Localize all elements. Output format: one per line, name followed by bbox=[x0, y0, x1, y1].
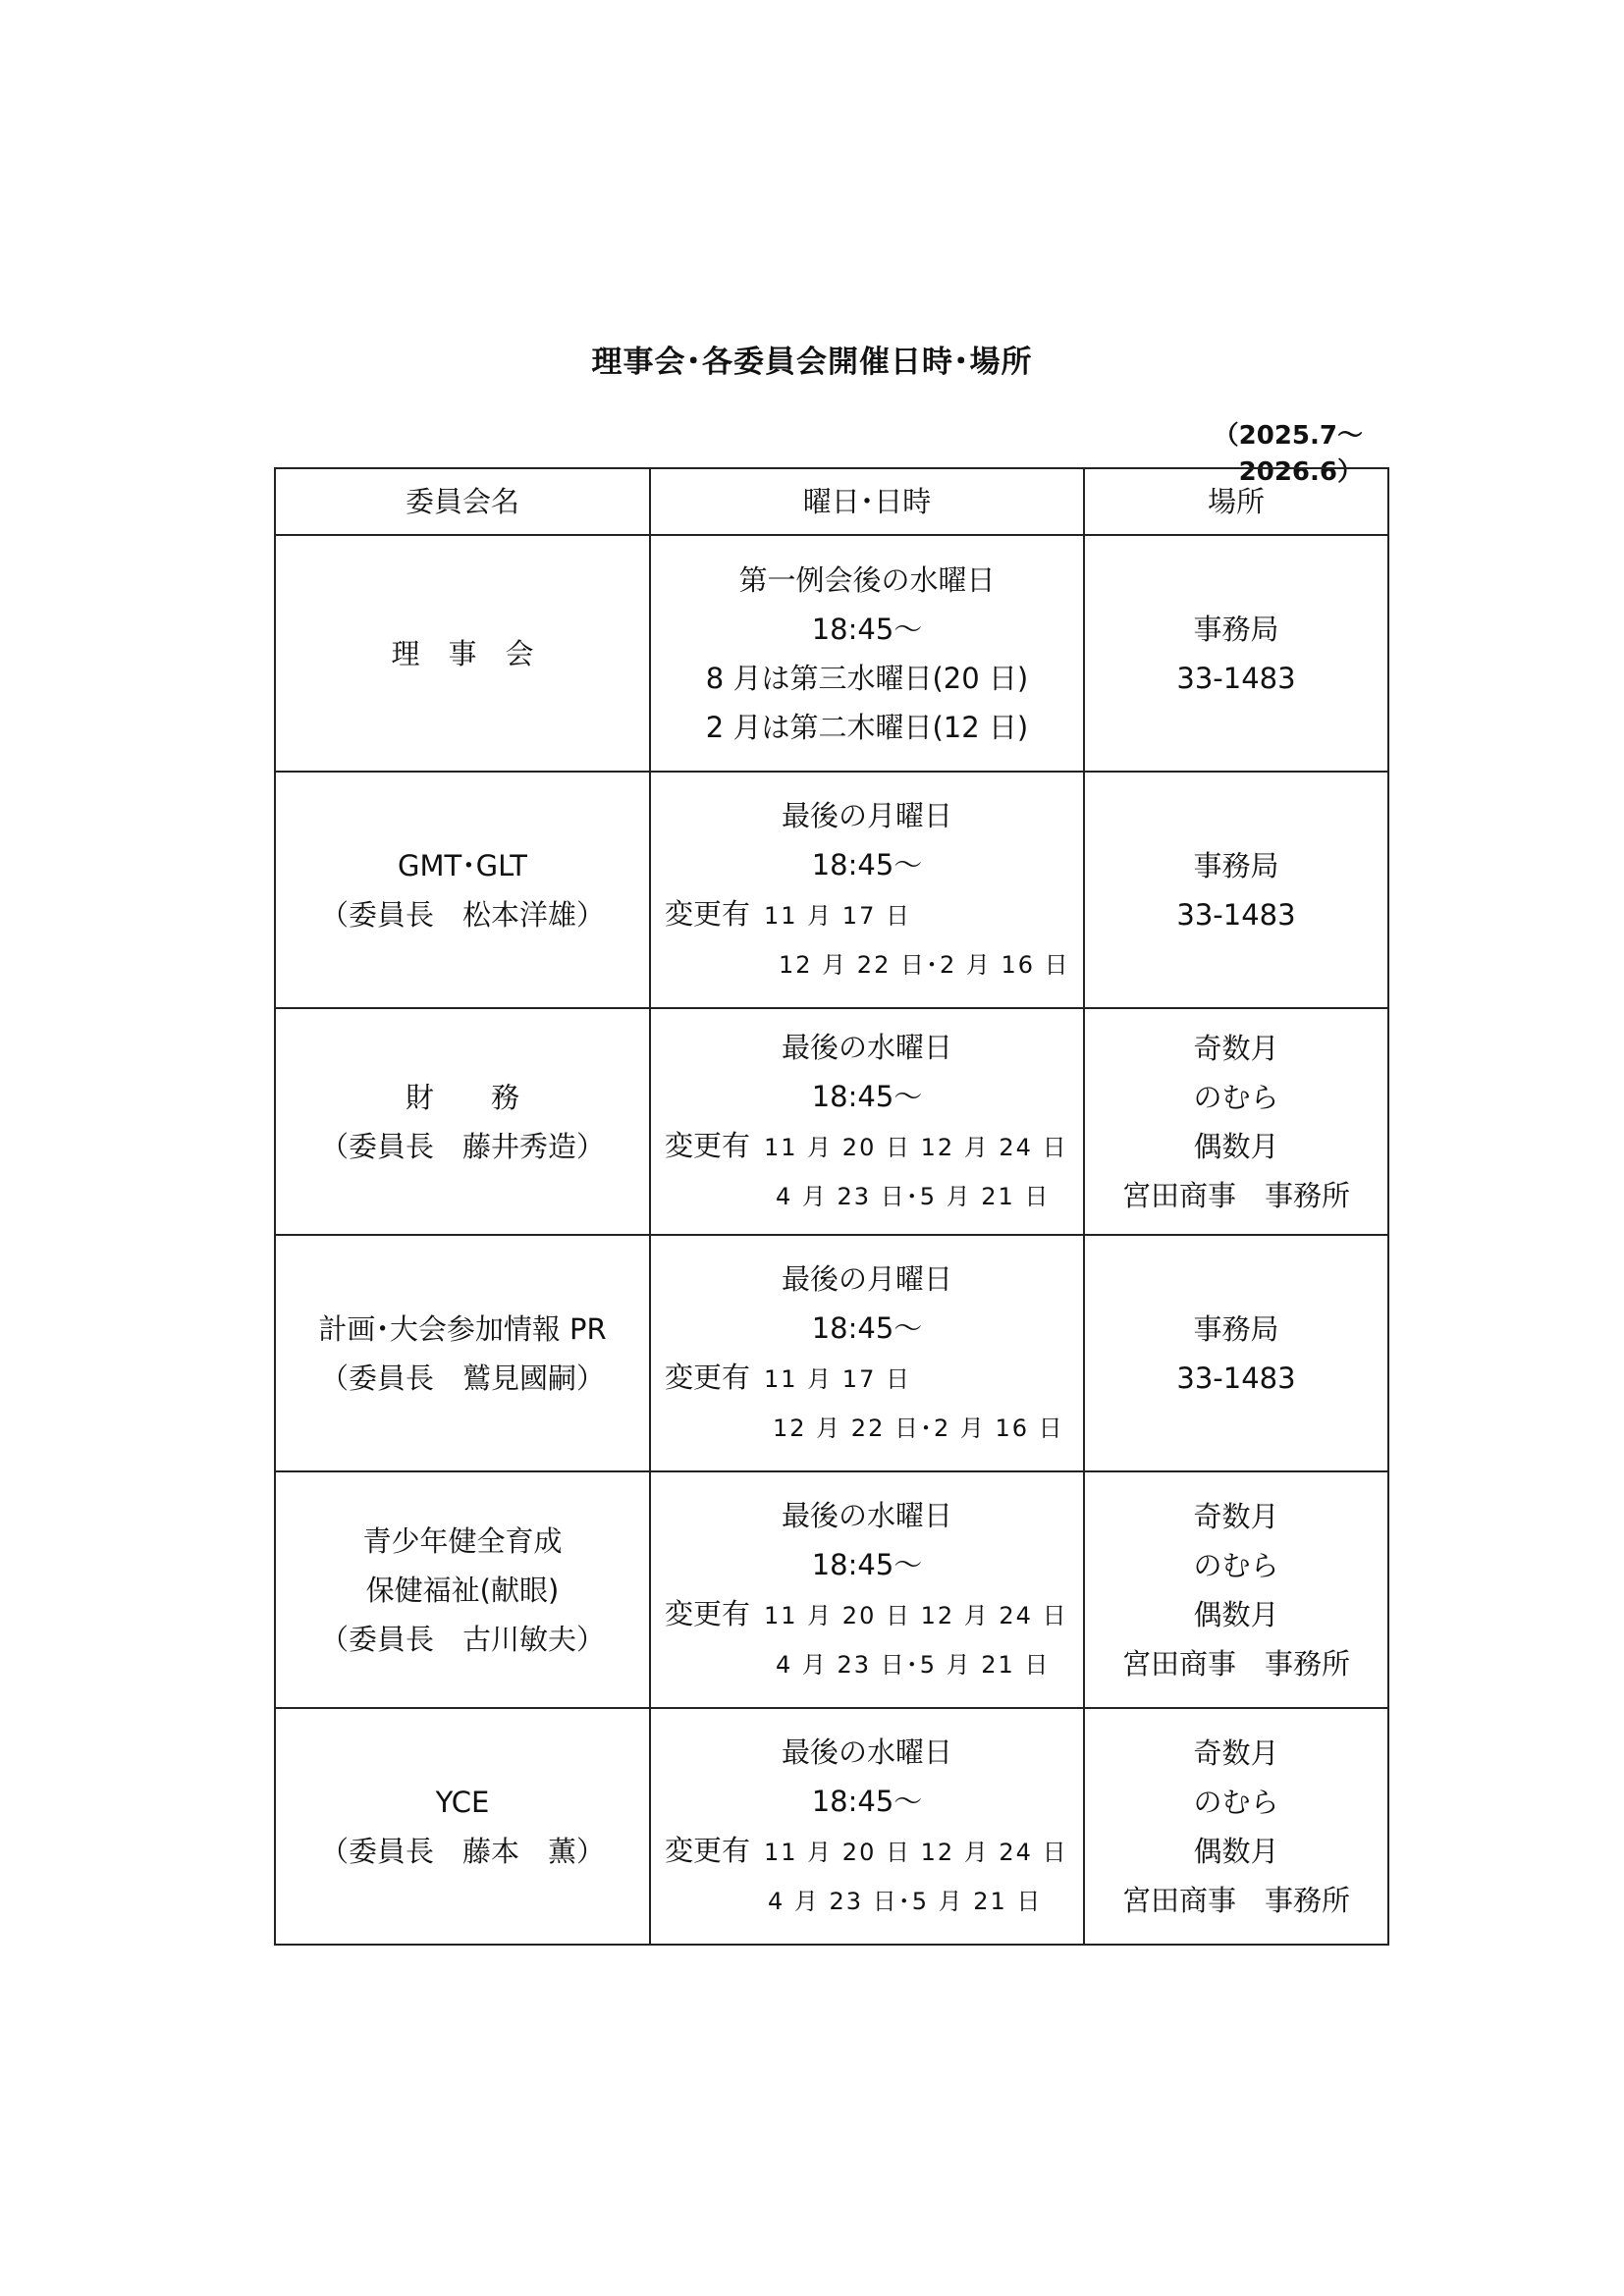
place-odd-label: 奇数月 bbox=[1193, 1499, 1279, 1533]
place-name: 事務局 bbox=[1193, 612, 1279, 646]
table-row bbox=[275, 1471, 1388, 1708]
committee-cell bbox=[275, 535, 650, 772]
meeting-day: 最後の水曜日 bbox=[781, 1735, 952, 1769]
committee-cell bbox=[275, 1235, 650, 1471]
place-cell bbox=[1084, 1008, 1388, 1235]
header-schedule: 曜日･日時 bbox=[650, 468, 1084, 535]
schedule-cell bbox=[650, 1471, 1084, 1708]
table-row bbox=[275, 1708, 1388, 1945]
document-title: 理事会･各委員会開催日時･場所 bbox=[591, 345, 1033, 380]
meeting-day: 第一例会後の水曜日 bbox=[738, 562, 996, 597]
change-line bbox=[651, 1826, 1083, 1877]
committee-name: 計画･大会参加情報 PR bbox=[318, 1311, 607, 1346]
change-dates: 11 月 20 日 12 月 24 日 bbox=[764, 1133, 1068, 1161]
change-dates-continued: 12 月 22 日･2 月 16 日 bbox=[773, 1414, 1064, 1442]
table-row bbox=[275, 535, 1388, 772]
place-name: 事務局 bbox=[1193, 1311, 1279, 1346]
change-dates: 11 月 17 日 bbox=[764, 1364, 911, 1393]
schedule-cell bbox=[650, 1235, 1084, 1471]
change-line bbox=[651, 1589, 1083, 1640]
committee-chair: （委員長 松本洋雄） bbox=[319, 897, 605, 932]
meeting-time: 18:45～ bbox=[811, 847, 923, 881]
place-cell bbox=[1084, 772, 1388, 1008]
schedule-cell bbox=[650, 535, 1084, 772]
committee-chair: （委員長 藤本 薫） bbox=[319, 1834, 605, 1868]
table-header-row bbox=[275, 468, 1388, 535]
meeting-time: 18:45～ bbox=[811, 612, 923, 646]
place-even-label: 偶数月 bbox=[1193, 1834, 1279, 1868]
place-even-venue: 宮田商事 事務所 bbox=[1121, 1883, 1350, 1917]
committee-chair: （委員長 藤井秀造） bbox=[319, 1129, 605, 1163]
change-dates: 11 月 20 日 12 月 24 日 bbox=[764, 1838, 1068, 1866]
place-odd-venue: のむら bbox=[1193, 1548, 1279, 1582]
change-line bbox=[651, 889, 1083, 940]
meeting-time: 18:45～ bbox=[811, 1310, 923, 1345]
place-even-label: 偶数月 bbox=[1193, 1129, 1279, 1163]
place-cell bbox=[1084, 535, 1388, 772]
change-dates-continued: 12 月 22 日･2 月 16 日 bbox=[779, 950, 1070, 979]
place-even-venue: 宮田商事 事務所 bbox=[1121, 1178, 1350, 1212]
committee-name: 理 事 会 bbox=[391, 636, 534, 670]
change-dates: 11 月 17 日 bbox=[764, 901, 911, 930]
place-even-label: 偶数月 bbox=[1193, 1597, 1279, 1631]
committee-cell bbox=[275, 1708, 650, 1945]
place-cell bbox=[1084, 1235, 1388, 1471]
header-place: 場所 bbox=[1084, 468, 1388, 535]
change-label: 変更有 bbox=[665, 1833, 751, 1867]
change-dates-continued: 4 月 23 日･5 月 21 日 bbox=[768, 1887, 1043, 1915]
schedule-table bbox=[274, 467, 1389, 1946]
table-row bbox=[275, 772, 1388, 1008]
schedule-note: 2 月は第二木曜日(12 日) bbox=[705, 710, 1029, 744]
meeting-day: 最後の水曜日 bbox=[781, 1030, 952, 1064]
place-odd-label: 奇数月 bbox=[1193, 1031, 1279, 1065]
meeting-day: 最後の月曜日 bbox=[781, 1261, 952, 1296]
place-phone: 33-1483 bbox=[1176, 1361, 1296, 1395]
place-odd-label: 奇数月 bbox=[1193, 1735, 1279, 1770]
place-phone: 33-1483 bbox=[1176, 661, 1296, 695]
committee-chair: （委員長 鷲見國嗣） bbox=[319, 1361, 605, 1395]
change-line bbox=[651, 1353, 1083, 1404]
committee-cell bbox=[275, 1471, 650, 1708]
change-line bbox=[651, 1121, 1083, 1172]
change-dates-continued: 4 月 23 日･5 月 21 日 bbox=[776, 1650, 1051, 1679]
place-phone: 33-1483 bbox=[1176, 897, 1296, 932]
committee-cell bbox=[275, 1008, 650, 1235]
period-label: （2025.7～2026.6） bbox=[1213, 421, 1363, 487]
table-row bbox=[275, 1008, 1388, 1235]
place-cell bbox=[1084, 1708, 1388, 1945]
schedule-note: 8 月は第三水曜日(20 日) bbox=[705, 661, 1029, 695]
meeting-time: 18:45～ bbox=[811, 1784, 923, 1818]
meeting-day: 最後の月曜日 bbox=[781, 798, 952, 832]
schedule-cell bbox=[650, 1708, 1084, 1945]
place-odd-venue: のむら bbox=[1193, 1080, 1279, 1114]
change-dates: 11 月 20 日 12 月 24 日 bbox=[764, 1601, 1068, 1629]
schedule-cell bbox=[650, 772, 1084, 1008]
change-label: 変更有 bbox=[665, 896, 751, 931]
meeting-time: 18:45～ bbox=[811, 1079, 923, 1113]
change-dates-continued: 4 月 23 日･5 月 21 日 bbox=[776, 1182, 1051, 1210]
place-cell bbox=[1084, 1471, 1388, 1708]
committee-name: 青少年健全育成 bbox=[362, 1523, 563, 1558]
committee-cell bbox=[275, 772, 650, 1008]
committee-name: 財 務 bbox=[405, 1080, 519, 1114]
committee-name: GMT･GLT bbox=[397, 848, 528, 882]
meeting-time: 18:45～ bbox=[811, 1547, 923, 1581]
table-row bbox=[275, 1235, 1388, 1471]
place-name: 事務局 bbox=[1193, 848, 1279, 882]
committee-chair: （委員長 古川敏夫） bbox=[319, 1622, 605, 1656]
change-label: 変更有 bbox=[665, 1360, 751, 1394]
place-odd-venue: のむら bbox=[1193, 1785, 1279, 1819]
place-even-venue: 宮田商事 事務所 bbox=[1121, 1646, 1350, 1681]
schedule-cell bbox=[650, 1008, 1084, 1235]
meeting-day: 最後の水曜日 bbox=[781, 1498, 952, 1532]
committee-name-sub: 保健福祉(献眼) bbox=[365, 1573, 560, 1607]
change-label: 変更有 bbox=[665, 1596, 751, 1630]
change-label: 変更有 bbox=[665, 1128, 751, 1162]
header-committee: 委員会名 bbox=[275, 468, 650, 535]
committee-name: YCE bbox=[435, 1785, 490, 1819]
